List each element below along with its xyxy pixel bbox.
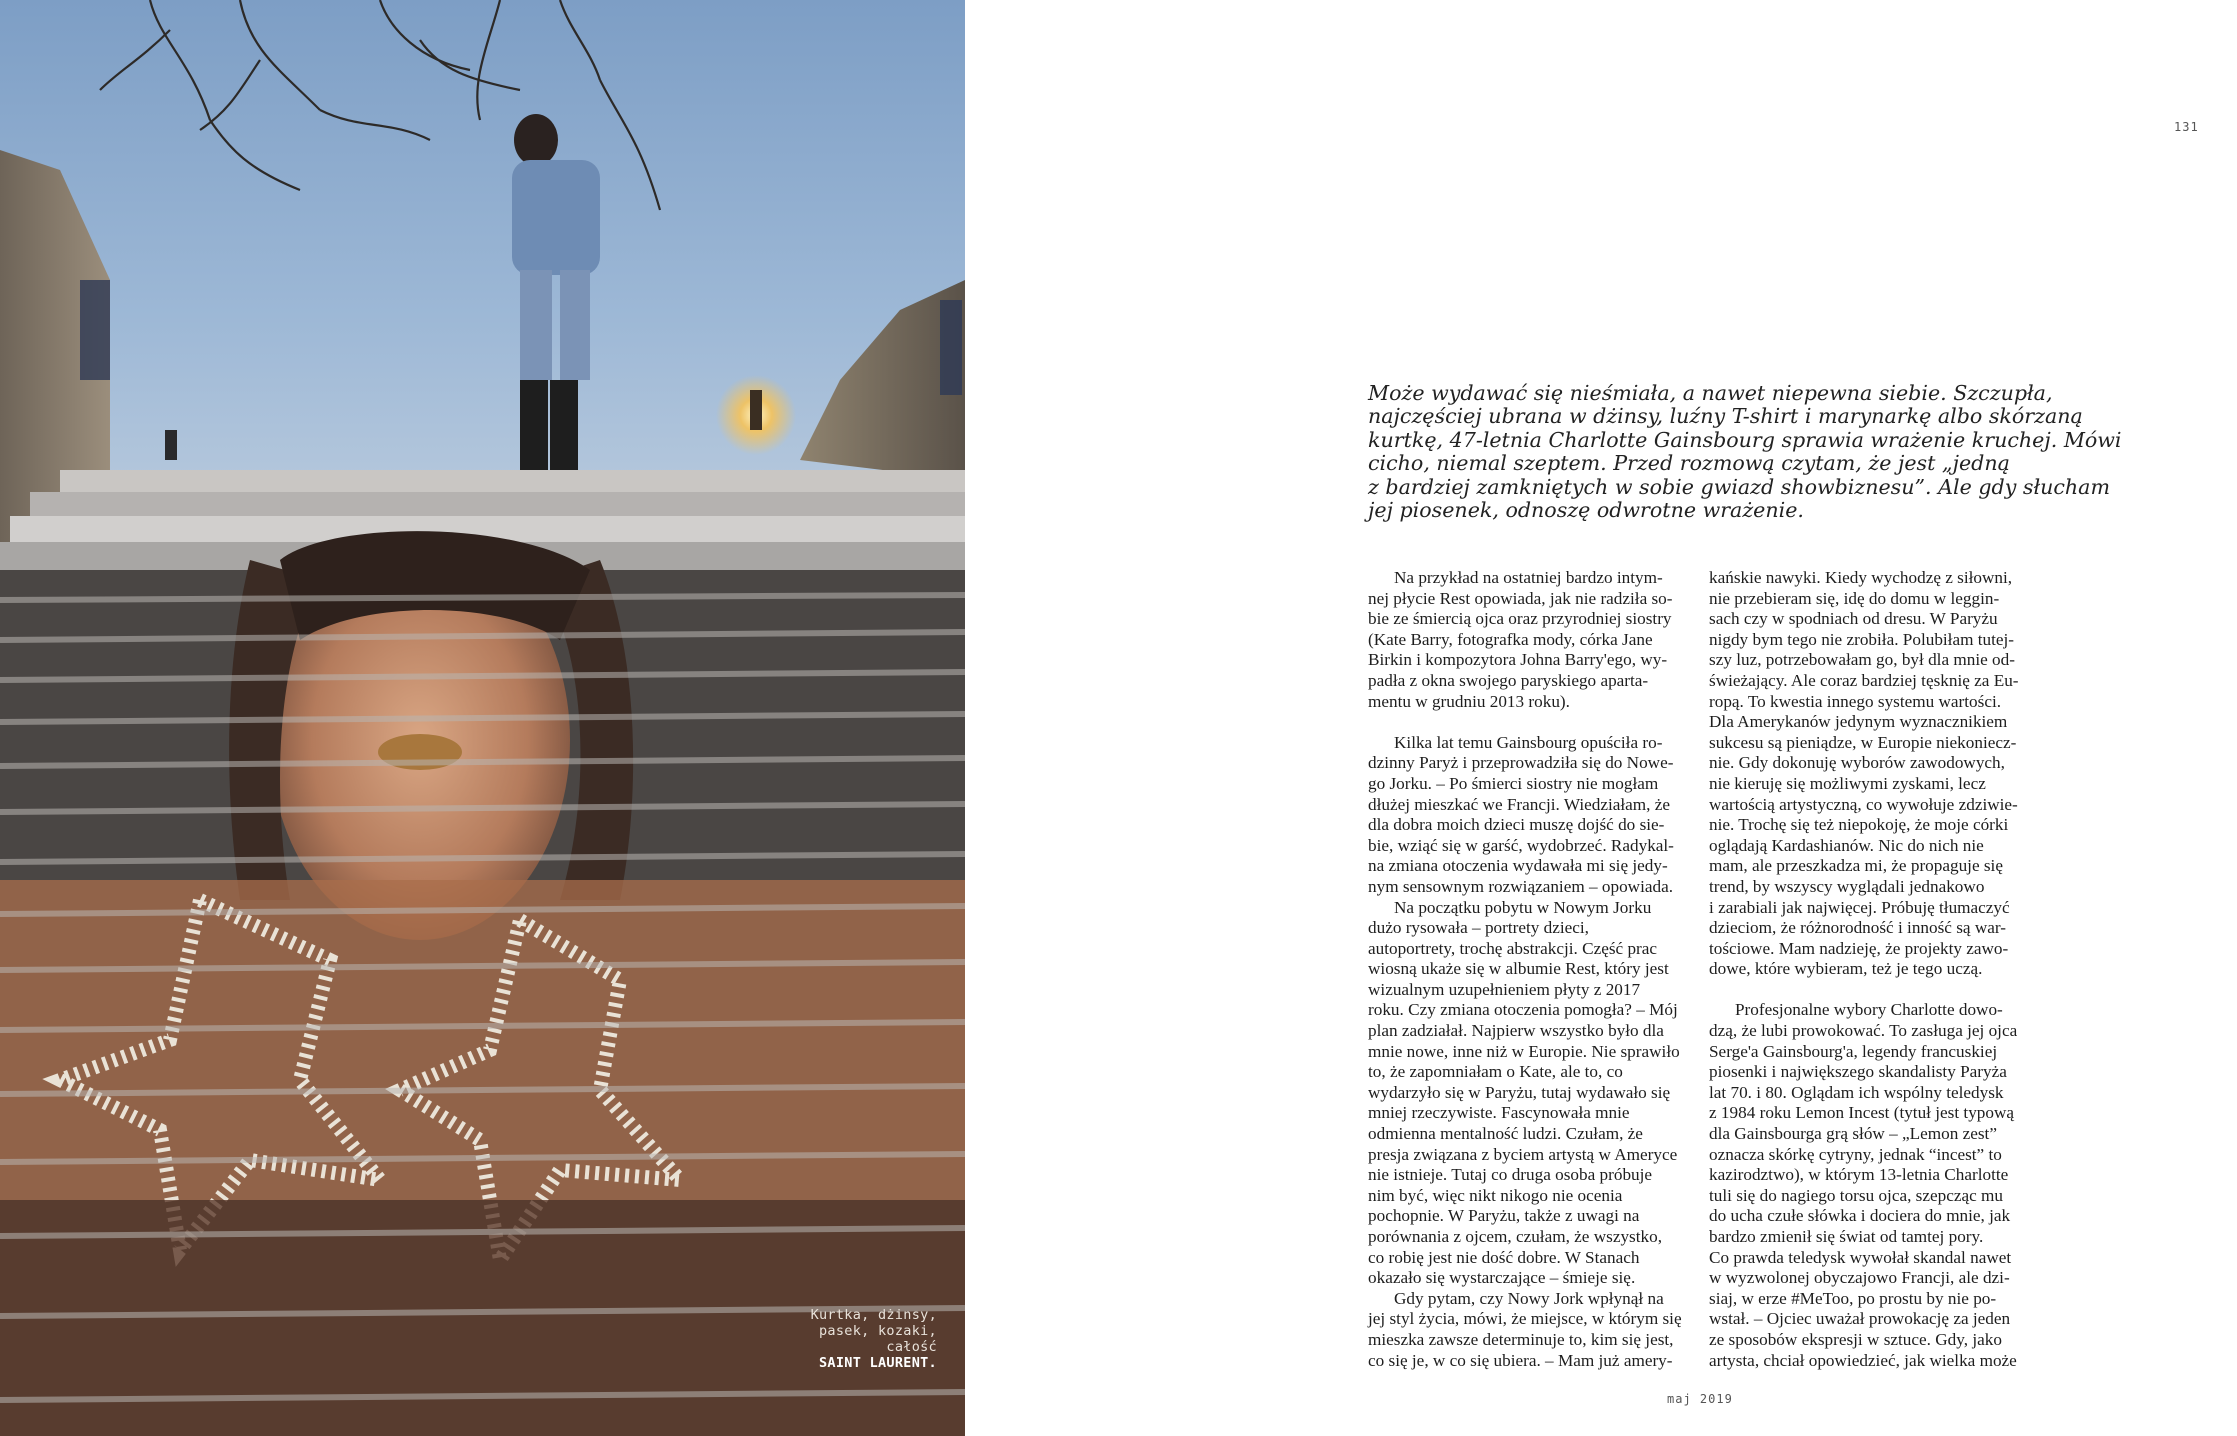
lead-line: kurtkę, 47-letnia Charlotte Gainsbourg sprawia wrażenie kruchej. Mówi <box>1368 427 2122 452</box>
text-line: okazało się wystarczające – śmieje się. <box>1368 1268 1636 1288</box>
text-line: go Jorku. – Po śmierci siostry nie mogłam <box>1368 773 1659 793</box>
text-line: do ucha czułe słówka i dociera do mnie, jak <box>1709 1206 2011 1226</box>
text-line: Serge'a Gainsbourg'a, legendy francuskiej <box>1709 1041 1998 1061</box>
text-line: Na przykład na ostatniej bardzo intym- <box>1394 568 1663 587</box>
text-line: ropą. To kwestia innego systemu wartości. <box>1709 691 2002 711</box>
text-line: co robię jest nie dość dobre. W Stanach <box>1368 1247 1640 1267</box>
text-line: mam, ale przeszkadza mi, że propaguje się <box>1709 856 2003 876</box>
text-line: nie. Gdy dokonuję wyborów zawodowych, <box>1709 753 2005 773</box>
standing-figure <box>512 114 600 520</box>
text-line: jej styl życia, mówi, że miejsce, w którym się <box>1368 1309 1682 1329</box>
page-number: 131 <box>2174 120 2199 134</box>
text-line: i zarabiali jak najwięcej. Próbuję tłumaczyć <box>1709 897 2010 917</box>
text-line: co się je, w co się ubiera. – Mam już amery- <box>1368 1350 1673 1370</box>
text-line: z 1984 roku Lemon Incest (tytuł jest typową <box>1709 1103 2015 1123</box>
text-line: sukcesu są pieniądze, w Europie niekoniecz- <box>1709 732 2017 752</box>
article-column-right <box>1709 568 2049 1371</box>
text-line: autoportrety, trochę abstrakcji. Część prac <box>1368 938 1658 958</box>
text-line: Kilka lat temu Gainsbourg opuściła ro- <box>1394 732 1663 752</box>
projected-portrait <box>0 531 965 1436</box>
text-line: mieszka zawsze determinuje to, kim się jest, <box>1368 1329 1674 1349</box>
text-line: wydarzyło się w Paryżu, tutaj wydawało się <box>1368 1082 1671 1102</box>
lead-line: najczęściej ubrana w dżinsy, luźny T-shirt i marynarkę albo skórzaną <box>1368 404 2083 429</box>
text-line: sach czy w spodniach od dresu. W Paryżu <box>1709 609 1998 629</box>
text-line: kazirodztwo), w którym 13-letnia Charlotte <box>1709 1165 2009 1185</box>
text-line: trend, by wszyscy wyglądali jednakowo <box>1709 876 1985 896</box>
paragraph-gap <box>1368 712 1708 733</box>
text-line: nie. Trochę się też niepokoję, że moje córki <box>1709 815 2009 835</box>
text-line: szy luz, potrzebowałam go, był dla mnie od- <box>1709 650 2015 670</box>
text-line: mentu w grudniu 2013 roku). <box>1368 691 1570 711</box>
text-line: nie kieruję się możliwymi zyskami, lecz <box>1709 773 1986 793</box>
text-line: nie przebieram się, idę do domu w leggin- <box>1709 588 2000 608</box>
text-line: dla dobra moich dzieci muszę dojść do sie- <box>1368 815 1665 835</box>
text-line: plan zadziałał. Najpierw wszystko było dla <box>1368 1021 1664 1041</box>
lead-paragraph <box>1368 381 2122 523</box>
text-line: Co prawda teledysk wywołał skandal nawet <box>1709 1247 2012 1267</box>
text-line: dzą, że lubi prowokować. To zasługa jej ojca <box>1709 1021 2018 1041</box>
text-line: roku. Czy zmiana otoczenia pomogła? – Mój <box>1368 1000 1678 1020</box>
text-line: wizualnym uzupełnieniem płyty z 2017 <box>1368 979 1641 999</box>
text-line: oglądają Kardashianów. Nic do nich nie <box>1709 835 1984 855</box>
lead-line: cicho, niemal szeptem. Przed rozmową czytam, że jest „jedną <box>1368 451 2010 476</box>
text-line: lat 70. i 80. Oglądam ich wspólny teledysk <box>1709 1082 2004 1102</box>
text-line: wartością artystyczną, co wywołuje zdziwie- <box>1709 794 2018 814</box>
text-line: dowe, które wybieram, też je tego uczą. <box>1709 959 1983 979</box>
text-line: to, że zapomniałam o Kate, ale to, co <box>1368 1062 1623 1082</box>
text-line: bie, wziąć się w garść, wydobrzeć. Radykal- <box>1368 835 1674 855</box>
text-line: siaj, w erze #MeToo, po prostu by nie po- <box>1709 1288 1997 1308</box>
text-line: padła z okna swojego paryskiego aparta- <box>1368 670 1649 690</box>
text-line: nie istnieje. Tutaj co druga osoba próbuje <box>1368 1165 1653 1185</box>
caption-brand: SAINT LAURENT. <box>819 1355 937 1371</box>
text-line: artysta, chciał opowiedzieć, jak wielka może <box>1709 1350 2017 1370</box>
text-line: nim być, więc nikt nikogo nie ocenia <box>1368 1185 1623 1205</box>
text-line: porównania z ojcem, czułam, że wszystko, <box>1368 1227 1662 1246</box>
cover-photo <box>0 0 965 1436</box>
text-line: wstał. – Ojciec uważał prowokację za jeden <box>1709 1309 2011 1329</box>
text-line: (Kate Barry, fotografka mody, córka Jane <box>1368 629 1653 649</box>
caption-line: pasek, kozaki, <box>819 1323 937 1339</box>
text-line: odmienna mentalność ludzi. Czułam, że <box>1368 1124 1643 1144</box>
caption-line: Kurtka, dżinsy, <box>810 1307 937 1323</box>
text-line: bardzo zmienił się świat od tamtej pory. <box>1709 1227 1984 1246</box>
text-line: ze sposobów ekspresji w sztuce. Gdy, jako <box>1709 1329 2002 1349</box>
text-line: w wyzwolonej obyczajowo Francji, ale dzi- <box>1709 1268 2010 1288</box>
text-line: oznacza skórkę cytryny, jednak “incest” to <box>1709 1144 2002 1164</box>
lead-line: Może wydawać się nieśmiała, a nawet niepewna siebie. Szczupła, <box>1368 381 2053 405</box>
text-line: dłużej mieszkać we Francji. Wiedziałam, że <box>1368 794 1671 814</box>
text-line: bie ze śmiercią ojca oraz przyrodniej siostry <box>1368 609 1672 629</box>
text-line: nigdy bym tego nie zrobiła. Polubiłam tutej- <box>1709 629 2015 649</box>
lead-line: jej piosenek, odnoszę odwrotne wrażenie. <box>1368 498 1804 523</box>
text-line: tuli się do nagiego torsu ojca, szepcząc mu <box>1709 1185 2004 1205</box>
text-line: pochopnie. W Paryżu, także z uwagi na <box>1368 1206 1640 1226</box>
text-line: nej płycie Rest opowiada, jak nie radziła so- <box>1368 588 1673 608</box>
photo-caption <box>697 1307 937 1371</box>
text-line: Profesjonalne wybory Charlotte dowo- <box>1735 1000 2003 1020</box>
text-line: mniej rzeczywiste. Fascynowała mnie <box>1368 1103 1630 1123</box>
caption-line: całość <box>886 1339 937 1355</box>
text-line: Gdy pytam, czy Nowy Jork wpłynął na <box>1394 1288 1664 1308</box>
text-line: świeżający. Ale coraz bardziej tęsknię za Eu- <box>1709 670 2019 690</box>
paragraph-gap <box>1709 980 2049 1001</box>
text-line: dużo rysowała – portrety dzieci, <box>1368 918 1589 938</box>
text-line: tościowe. Mam nadzieję, że projekty zawo- <box>1709 938 2009 958</box>
text-line: dzinny Paryż i przeprowadziła się do Nowe- <box>1368 753 1674 773</box>
stairs-portrait-illustration <box>0 0 965 1436</box>
text-line: nym sensownym rozwiązaniem – opowiada. <box>1368 876 1674 896</box>
text-line: presja związana z byciem artystą w Ameryce <box>1368 1144 1678 1164</box>
lead-line: z bardziej zamkniętych w sobie gwiazd showbiznesu”. Ale gdy słucham <box>1368 474 2110 499</box>
issue-footer: maj 2019 <box>1667 1392 1733 1406</box>
text-line: Dla Amerykanów jedynym wyznacznikiem <box>1709 712 2008 732</box>
text-line: kańskie nawyki. Kiedy wychodzę z siłowni, <box>1709 568 2013 587</box>
text-line: dzieciom, że różnorodność i inność są war- <box>1709 918 2006 938</box>
text-line: Na początku pobytu w Nowym Jorku <box>1394 897 1652 917</box>
text-line: mnie nowe, inne niż w Europie. Nie sprawiło <box>1368 1041 1680 1061</box>
text-line: Birkin i kompozytora Johna Barry'ego, wy- <box>1368 650 1668 670</box>
text-line: piosenki i największego skandalisty Paryża <box>1709 1062 2007 1082</box>
article-column-left <box>1368 568 1708 1371</box>
text-line: na zmiana otoczenia wydawała mi się jedy- <box>1368 856 1668 876</box>
text-line: dla Gainsbourga grą słów – „Lemon zest” <box>1709 1124 1997 1144</box>
text-line: wiosną ukaże się w albumie Rest, który jest <box>1368 959 1669 979</box>
